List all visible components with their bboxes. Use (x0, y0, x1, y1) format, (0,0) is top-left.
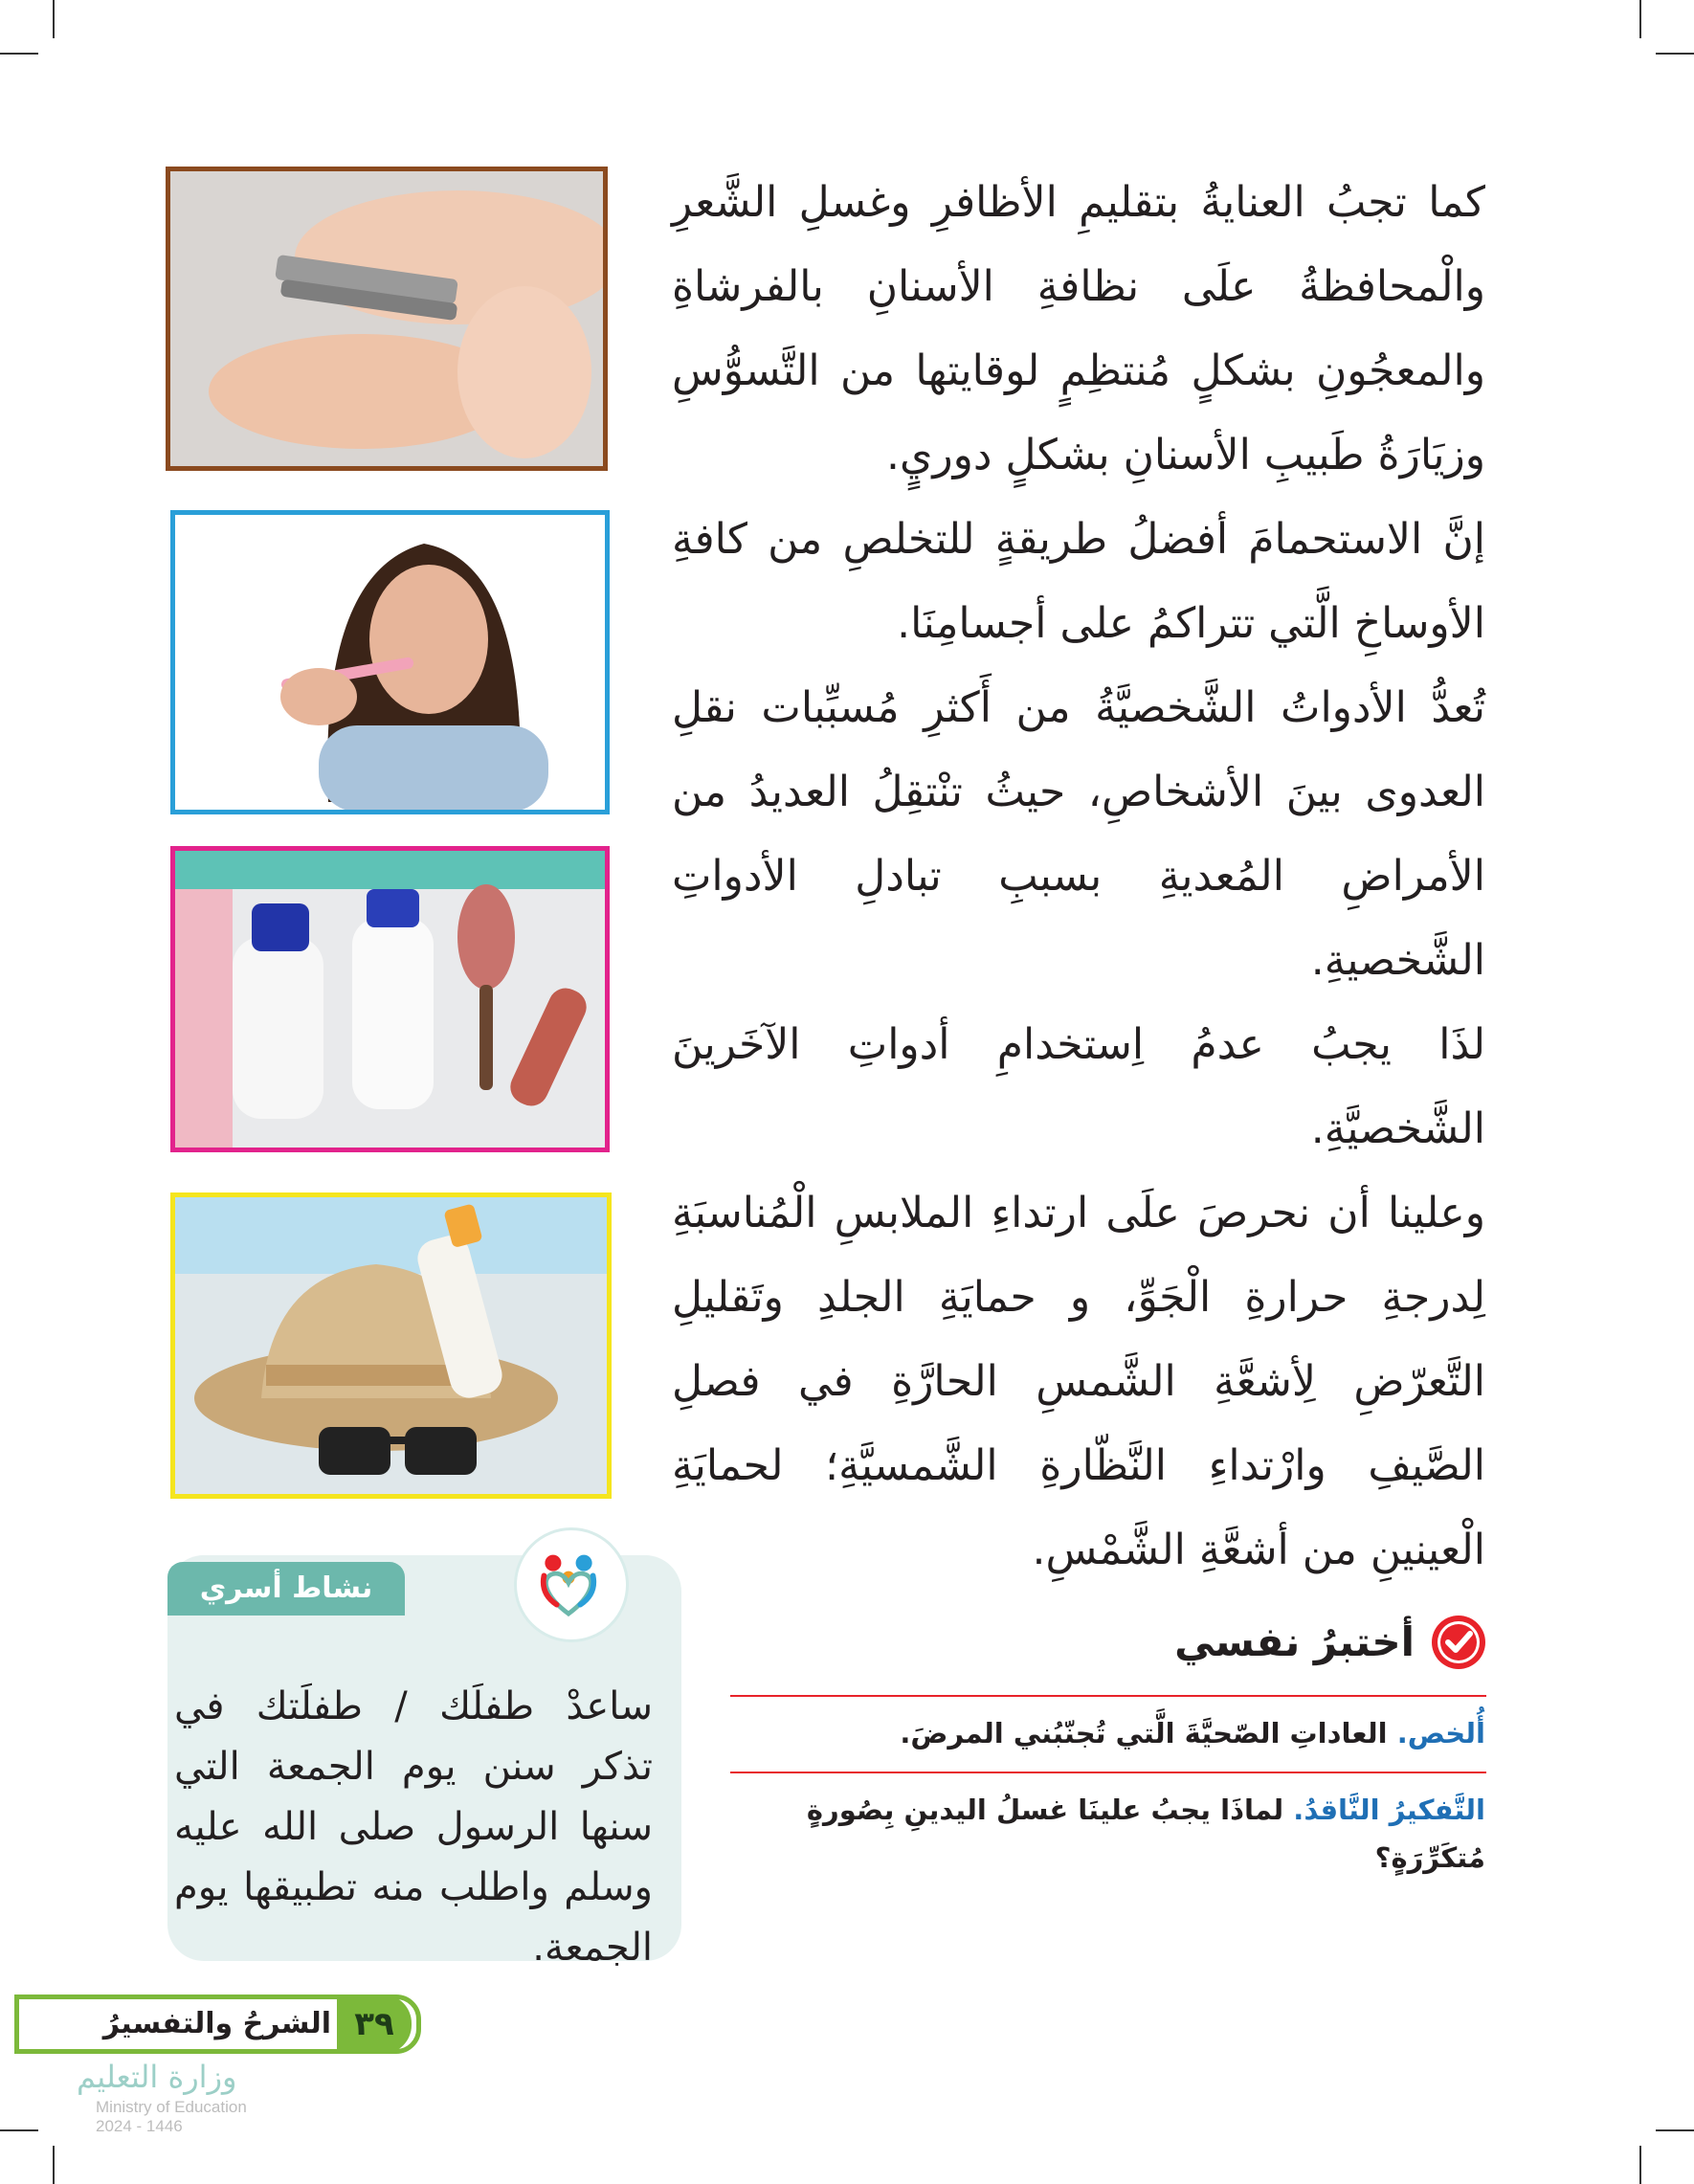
crop-mark (53, 2146, 55, 2184)
section-label: الشرحُ والتفسيرُ (102, 2007, 331, 2040)
crop-mark (1639, 2146, 1641, 2184)
edition-year: 2024 - 1446 (96, 2117, 183, 2135)
divider (730, 1772, 1486, 1773)
critical-thinking-keyword: التَّفكيرُ النَّاقدُ. (1293, 1794, 1485, 1826)
page-number: ٣٩ (354, 2005, 394, 2043)
page-number-box (337, 1995, 412, 2054)
family-activity-text: ساعدْ طفلَك / طفلَتك في تذكر سنن يوم الجمعة التي سنها الرسول صلى الله عليه وسلم واطلب منه تطبيقها يوم الجمعة. (174, 1684, 653, 1970)
paragraph-sun-protection: وعلينا أن نحرصَ علَى ارتداءِ الملابسِ الْمُناسبَةِ لِدرجةِ حرارةِ الْجَوِّ، و حمايَةِ الجلدِ وتَقليلِ التَّعرّضِ لِأشعَّةِ الشَّمسِ الحارَّةِ في فصلِ الصَّيفِ وارْتداءِ النَّظّارةِ الشَّمسيَّةِ؛ لحمايَةِ الْعينينِ من أشعَّةِ الشَّمْسِ. (672, 1189, 1485, 1574)
crop-mark (1656, 2129, 1694, 2131)
ministry-name-english: Ministry of Education (96, 2098, 247, 2116)
question-summarize (758, 1709, 1485, 1757)
crop-mark (0, 2129, 38, 2131)
paragraph-bathing: إنَّ الاستحمامَ أفضلُ طريقةٍ للتخلصِ من كافةِ الأوساخِ الَّتي تتراكمُ على أجسامِنَا. (672, 515, 1485, 648)
crop-mark (53, 0, 55, 38)
summarize-text: العاداتِ الصّحيَّةَ الَّتي تُجنّبُني المرضَ. (900, 1717, 1388, 1749)
divider (730, 1695, 1486, 1697)
ministry-name-arabic: وزارة التعليم (77, 2059, 237, 2095)
family-icon (514, 1527, 629, 1642)
crop-mark (0, 53, 38, 55)
crop-mark (1639, 0, 1641, 38)
girl-brushing-teeth-photo (170, 510, 610, 814)
check-icon (1432, 1616, 1485, 1669)
test-yourself-title: أختبرُ نفسي (1174, 1618, 1415, 1665)
personal-items-photo (170, 846, 610, 1152)
question-critical-thinking (758, 1786, 1485, 1882)
nail-clipping-photo (166, 167, 608, 471)
paragraph-personal-tools: تُعدُّ الأدواتُ الشَّخصيَّةُ من أَكثرِ مُسبِّبات نقلِ العدوى بينَ الأشخاصِ، حيثُ تنْتقِلُ العديدُ من الأمراضِ المُعديةِ بسببِ تبادلِ الأدواتِ الشَّخصيةِ. (672, 683, 1485, 985)
paragraph-no-sharing: لذَا يجبُ عدمُ اِستخدامِ أدواتِ الآخَرينَ الشَّخصيَّةِ. (672, 1020, 1485, 1153)
hat-sunglasses-photo (170, 1192, 612, 1499)
family-activity-label: نشاط أسري (167, 1562, 405, 1616)
crop-mark (1656, 53, 1694, 55)
critical-thinking-text: لماذَا يجبُ علينَا غسلُ اليدينِ بِصُورةٍ مُتكَرِّرَةٍ؟ (806, 1794, 1485, 1874)
paragraph-hygiene: كما تجبُ العنايةُ بتقليمِ الأظافرِ وغسلِ الشَّعرِ والْمحافظةُ علَى نظافةِ الأسنانِ بالفرشاةِ والمعجُونِ بشكلٍ مُنتظِمٍ لوقايتها من التَّسوُّسِ وزيَارَةُ طَبيبِ الأسنانِ بشكلٍ دوريٍ. (672, 178, 1485, 479)
summarize-keyword: أُلخص. (1396, 1717, 1485, 1749)
